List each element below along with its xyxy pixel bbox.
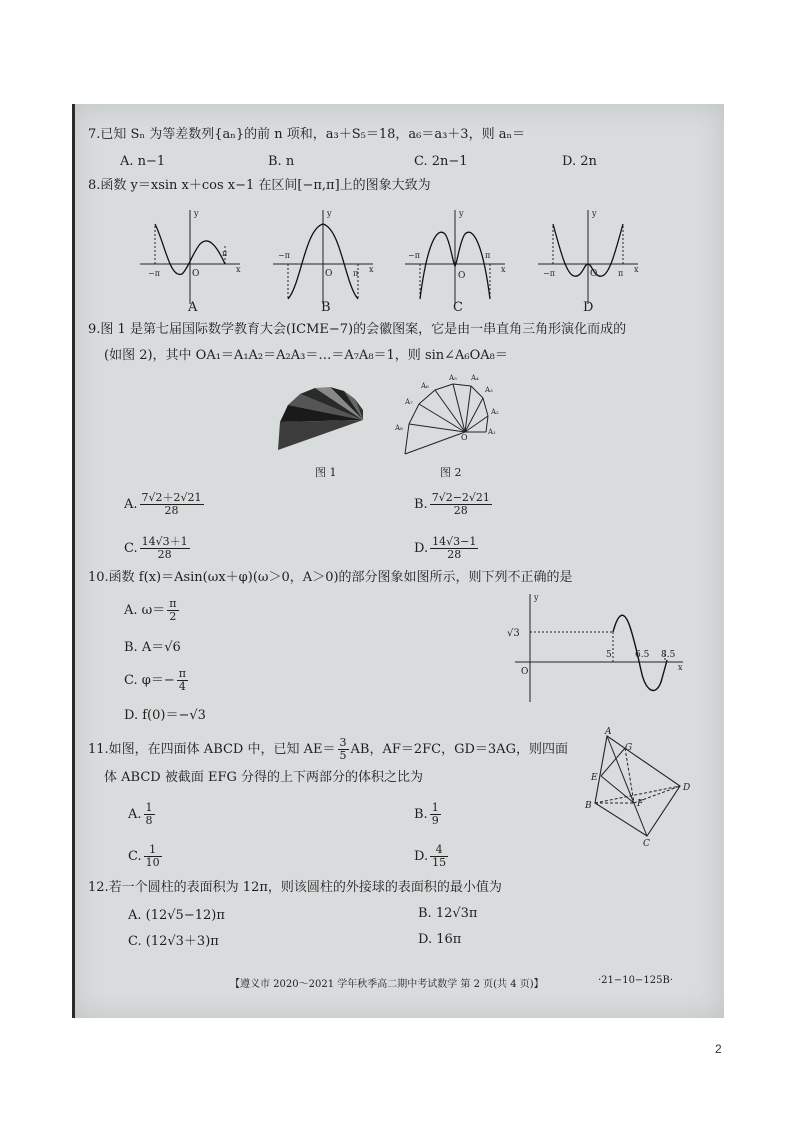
q8-label-b: B — [321, 300, 331, 315]
q10-option-b: B. A＝√6 — [124, 640, 181, 655]
q9-option-b: B. $\frac{7√2-2√21}{28}$ — [414, 491, 490, 517]
q9-fig2-a2: A₂ — [491, 408, 499, 416]
q9-figure2 — [395, 374, 505, 464]
page-number: 2 — [715, 1042, 722, 1056]
q8-d-y: y — [592, 209, 597, 218]
q12-option-a: A. (12√5−12)π — [128, 908, 225, 923]
q9-figure1-logo — [278, 385, 368, 455]
q10-option-d: D. f(0)＝−√3 — [124, 708, 206, 723]
q9-fig2-a7: A₇ — [405, 398, 413, 406]
q8-label-d: D — [583, 300, 594, 315]
q11-vertex-c: C — [643, 839, 650, 849]
q9-option-c: C. $\frac{14√3+1}{28}$ — [124, 535, 188, 561]
q11-stem-line1: 11.如图，在四面体 ABCD 中，已知 AE＝ $\frac{3}{5}$ AB，AF＝2FC，GD＝3AG，则四面 — [88, 736, 568, 762]
q11-vertex-g: G — [625, 743, 633, 753]
q8-d-x: x — [634, 265, 639, 274]
q10-axis-x: x — [678, 663, 683, 672]
q9-fig2-a6: A₆ — [421, 382, 429, 390]
q8-label-c: C — [453, 300, 463, 315]
q9-fig2-a5: A₅ — [449, 374, 457, 382]
q10-option-a: A. ω＝ $\frac{\pi}{2}$ — [124, 597, 177, 623]
q11-vertex-a: A — [605, 727, 612, 737]
q11-vertex-d: D — [683, 783, 691, 793]
q11-vertex-b: B — [585, 801, 592, 811]
q10-tick-8-5: 8.5 — [661, 650, 676, 660]
q8-graph-a — [140, 204, 250, 304]
q8-d-neg-pi: −π — [543, 269, 555, 278]
q8-b-pi: π — [353, 269, 359, 278]
q10-tick-6-5: 6.5 — [635, 650, 650, 660]
page-footer-code: ·21−10−125B· — [598, 975, 673, 986]
q8-a-y: y — [194, 209, 199, 218]
q9-fig2-a8: A₈ — [395, 424, 403, 432]
q8-b-neg-pi: −π — [278, 251, 290, 260]
q10-tick-5: 5 — [606, 650, 612, 660]
q10-sine-graph — [505, 590, 685, 705]
q11-vertex-f: F — [637, 799, 644, 809]
q10-axis-y: y — [534, 593, 539, 602]
q9-fig1-caption: 图 1 — [315, 466, 337, 479]
page-footer-title: 【遵义市 2020～2021 学年秋季高二期中考试数学 第 2 页(共 4 页)】 — [230, 979, 544, 990]
q8-b-origin: O — [325, 269, 333, 279]
q9-fig2-a3: A₃ — [485, 386, 493, 394]
q8-a-x: x — [236, 265, 241, 274]
q8-b-x: x — [369, 265, 374, 274]
q9-option-d: D. $\frac{14√3-1}{28}$ — [414, 535, 477, 561]
q7-option-d: D. 2n — [562, 154, 597, 169]
q11-option-c: C. $\frac{1}{10}$ — [128, 843, 160, 869]
q9-stem-line1: 9.图 1 是第七届国际数学教育大会(ICME−7)的会徽图案，它是由一串直角三角形演化而成的 — [88, 322, 627, 337]
q12-stem: 12.若一个圆柱的表面积为 12π，则该圆柱的外接球的表面积的最小值为 — [88, 880, 502, 895]
q8-c-x: x — [501, 265, 506, 274]
q11-option-d: D. $\frac{4}{15}$ — [414, 843, 447, 869]
q12-option-d: D. 16π — [418, 932, 462, 947]
q7-option-a: A. n−1 — [120, 154, 166, 169]
q8-a-neg-pi: −π — [148, 269, 160, 278]
q8-c-y: y — [459, 209, 464, 218]
q12-option-c: C. (12√3＋3)π — [128, 934, 219, 949]
q11-tetrahedron — [585, 728, 695, 848]
q8-c-pi: π — [485, 251, 491, 260]
q9-fig2-caption: 图 2 — [440, 466, 462, 479]
q9-fig2-a4: A₄ — [471, 374, 479, 382]
q10-stem: 10.函数 f(x)＝Asin(ωx＋φ)(ω＞0，A＞0)的部分图象如图所示，则下列不正确的是 — [88, 570, 573, 585]
q11-option-a: A. $\frac{1}{8}$ — [128, 801, 153, 827]
q8-graph-c — [405, 204, 515, 304]
q8-a-origin: O — [192, 269, 200, 279]
q9-stem-line2: (如图 2)，其中 OA₁＝A₁A₂＝A₂A₃＝…＝A₇A₈＝1，则 sin∠A₆OA₈＝ — [104, 348, 508, 363]
q10-origin: O — [521, 667, 529, 677]
q7-stem: 7.已知 Sₙ 为等差数列{aₙ}的前 n 项和，a₃＋S₅＝18，a₆＝a₃＋3，则 aₙ＝ — [88, 127, 526, 142]
q8-a-pi: π — [222, 249, 228, 258]
q11-option-b: B. $\frac{1}{9}$ — [414, 801, 439, 827]
q8-graph-b — [273, 204, 383, 304]
q10-sqrt3-label: √3 — [507, 628, 520, 639]
q8-label-a: A — [188, 300, 198, 315]
q7-option-b: B. n — [268, 154, 295, 169]
q8-graph-d — [538, 204, 648, 304]
page-edge — [72, 104, 75, 1018]
q7-option-c: C. 2n−1 — [414, 154, 468, 169]
q9-fig2-o: O — [461, 433, 468, 442]
q8-d-pi: π — [618, 269, 624, 278]
q8-stem: 8.函数 y＝xsin x＋cos x−1 在区间[−π,π]上的图象大致为 — [88, 178, 431, 193]
q11-vertex-e: E — [591, 773, 598, 783]
q8-d-origin: O — [590, 269, 598, 279]
q8-b-y: y — [327, 209, 332, 218]
q12-option-b: B. 12√3π — [418, 906, 478, 921]
q9-fig2-a1: A₁ — [488, 428, 496, 436]
q11-stem-line2: 体 ABCD 被截面 EFG 分得的上下两部分的体积之比为 — [104, 770, 423, 785]
q9-option-a: A. $\frac{7√2+2√21}{28}$ — [124, 491, 202, 517]
q8-c-neg-pi: −π — [408, 251, 420, 260]
q8-c-origin: O — [458, 271, 466, 281]
q10-option-c: C. φ＝− $\frac{\pi}{4}$ — [124, 667, 186, 693]
